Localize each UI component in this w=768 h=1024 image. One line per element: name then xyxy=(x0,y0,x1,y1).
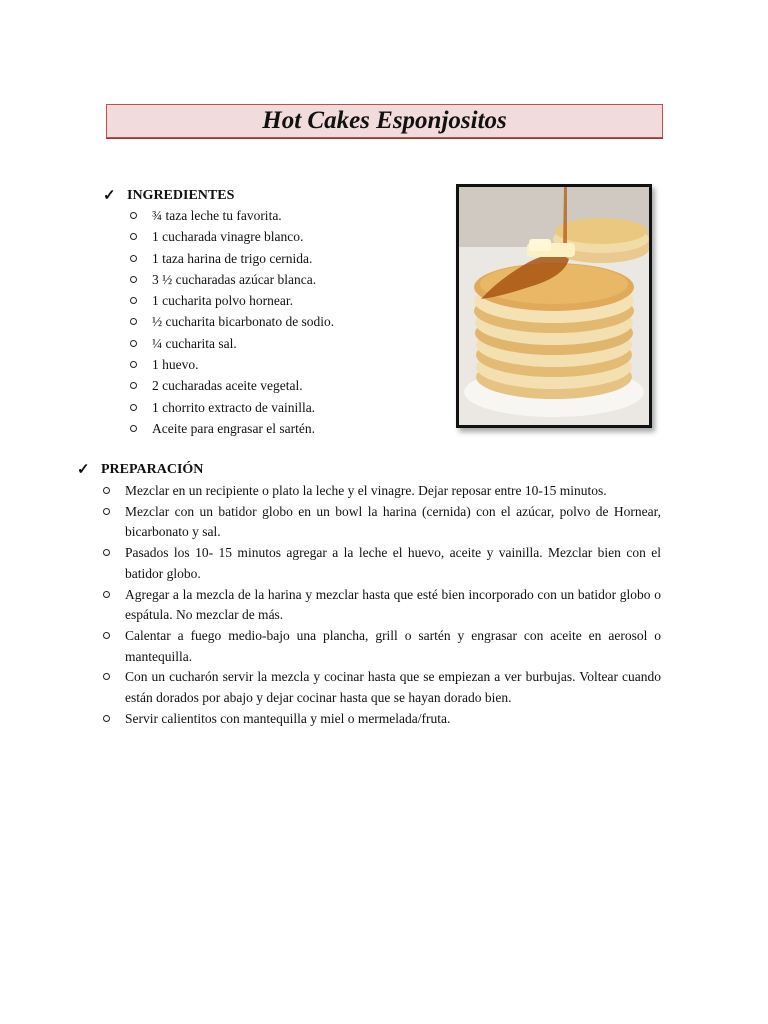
preparation-step xyxy=(125,543,661,584)
ingredient-item-text: ¾ taza leche tu favorita. xyxy=(152,208,282,223)
ingredient-item xyxy=(152,269,442,290)
circle-bullet-icon xyxy=(130,276,137,283)
checkmark-icon: ✓ xyxy=(103,188,116,204)
ingredient-item-text: 1 cucharita polvo hornear. xyxy=(152,293,293,309)
ingredient-item xyxy=(152,397,442,418)
ingredient-item xyxy=(152,375,442,396)
ingredient-item-text: 1 chorrito extracto de vainilla. xyxy=(152,399,316,415)
checkmark-icon: ✓ xyxy=(77,462,90,478)
pancakes-photo xyxy=(456,184,652,428)
preparation-step-text: Mezclar con un batidor globo en un bowl la harina (cernida) con el azúcar, polvo de Hornear, bicarbonato y sal. xyxy=(125,503,661,540)
ingredient-item-text: 1 huevo. xyxy=(152,357,199,373)
circle-bullet-icon xyxy=(103,508,110,515)
circle-bullet-icon xyxy=(103,487,110,494)
preparation-step-text: Pasados los 10- 15 minutos agregar a la leche el huevo, aceite y vainilla. Mezclar bien con el batidor globo. xyxy=(125,545,661,581)
circle-bullet-icon xyxy=(130,425,137,432)
ingredient-item-text: Aceite para engrasar el sartén. xyxy=(152,420,316,436)
circle-bullet-icon xyxy=(130,382,137,389)
preparation-step xyxy=(125,481,661,502)
circle-bullet-icon xyxy=(103,549,110,556)
preparation-step-text: Mezclar en un recipiente o plato la leche y el vinagre. Dejar reposar entre 10-15 minutos. xyxy=(125,483,607,498)
ingredient-item xyxy=(152,248,442,269)
ingredient-item xyxy=(152,418,442,439)
ingredients-heading xyxy=(103,186,234,205)
circle-bullet-icon xyxy=(103,715,110,722)
ingredient-item-text: 3 ½ cucharadas azúcar blanca. xyxy=(152,271,317,287)
preparation-step xyxy=(125,667,661,708)
preparation-list xyxy=(125,481,661,729)
ingredient-item xyxy=(152,333,442,354)
ingredient-item xyxy=(152,311,442,332)
pancake-stack-illustration xyxy=(459,187,649,425)
preparation-step xyxy=(125,585,661,626)
preparation-step xyxy=(125,709,661,730)
title-banner xyxy=(106,104,663,138)
preparation-step-text: Calentar a fuego medio-bajo una plancha, grill o sartén y engrasar con aceite en aerosol o mantequilla. xyxy=(125,627,661,664)
circle-bullet-icon xyxy=(103,673,110,680)
preparation-heading-label: PREPARACIÓN xyxy=(101,461,204,477)
preparation-step-text: Agregar a la mezcla de la harina y mezclar hasta que esté bien incorporado con un batidor globo o espátula. No mezclar de más. xyxy=(125,586,661,623)
preparation-step-text: Con un cucharón servir la mezcla y cocinar hasta que se empiezan a ver burbujas. Voltear cuando están dorados por abajo y dejar cocinar hasta que se hayan dorado bien. xyxy=(125,669,661,706)
ingredient-item-text: ¼ cucharita sal. xyxy=(152,335,237,351)
ingredients-heading-label: INGREDIENTES xyxy=(127,187,235,203)
preparation-step xyxy=(125,626,661,667)
circle-bullet-icon xyxy=(103,591,110,598)
preparation-step-text: Servir calientitos con mantequilla y miel o mermelada/fruta. xyxy=(125,710,451,726)
circle-bullet-icon xyxy=(130,318,137,325)
circle-bullet-icon xyxy=(103,632,110,639)
ingredient-item xyxy=(152,290,442,311)
preparation-heading xyxy=(77,460,203,479)
ingredient-item xyxy=(152,354,442,375)
ingredient-item xyxy=(152,226,442,247)
ingredients-list xyxy=(152,205,442,439)
circle-bullet-icon xyxy=(130,212,137,219)
preparation-step xyxy=(125,502,661,543)
circle-bullet-icon xyxy=(130,361,137,368)
circle-bullet-icon xyxy=(130,233,137,240)
ingredient-item xyxy=(152,205,442,226)
circle-bullet-icon xyxy=(130,255,137,262)
ingredient-item-text: 1 taza harina de trigo cernida. xyxy=(152,250,313,266)
circle-bullet-icon xyxy=(130,297,137,304)
ingredient-item-text: 2 cucharadas aceite vegetal. xyxy=(152,378,303,394)
ingredient-item-text: 1 cucharada vinagre blanco. xyxy=(152,229,304,245)
circle-bullet-icon xyxy=(130,340,137,347)
circle-bullet-icon xyxy=(130,404,137,411)
page-title: Hot Cakes Esponjositos xyxy=(262,107,507,134)
ingredient-item-text: ½ cucharita bicarbonato de sodio. xyxy=(152,314,335,330)
